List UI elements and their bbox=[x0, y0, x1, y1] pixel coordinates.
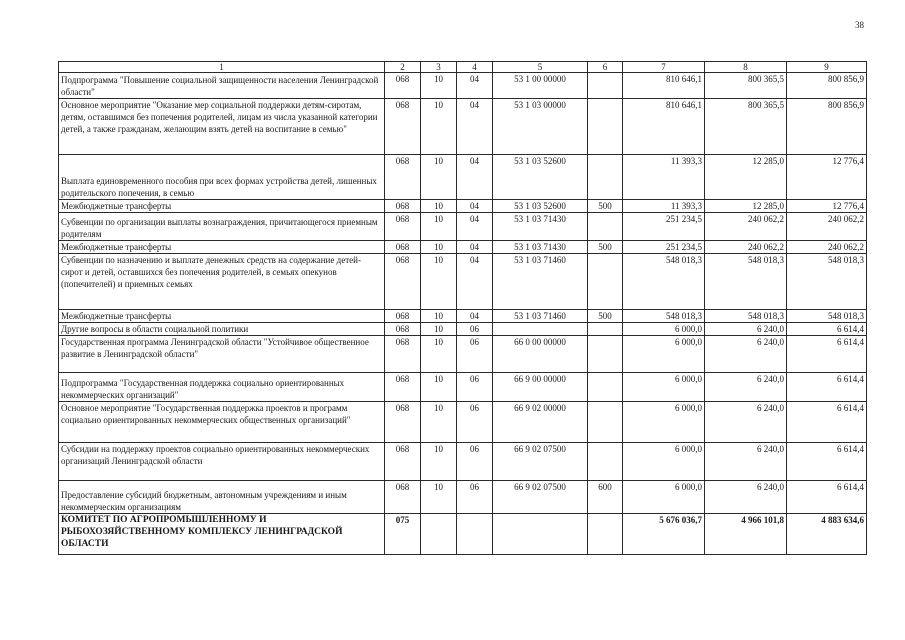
expense-type-code bbox=[588, 402, 623, 443]
amount-year-3: 12 776,4 bbox=[787, 200, 867, 213]
section-code bbox=[421, 514, 457, 555]
amount-year-1: 6 000,0 bbox=[623, 323, 705, 336]
amount-year-1: 6 000,0 bbox=[623, 373, 705, 402]
amount-year-2: 6 240,0 bbox=[705, 402, 787, 443]
row-name: Другие вопросы в области социальной политики bbox=[59, 323, 385, 336]
table-row bbox=[59, 323, 867, 336]
table-row bbox=[59, 254, 867, 310]
column-header: 1 bbox=[59, 62, 385, 73]
column-header: 2 bbox=[385, 62, 421, 73]
section-code: 10 bbox=[421, 373, 457, 402]
amount-year-2: 240 062,2 bbox=[705, 213, 787, 241]
amount-year-1: 251 234,5 bbox=[623, 241, 705, 254]
amount-year-3: 12 776,4 bbox=[787, 155, 867, 200]
column-header: 3 bbox=[421, 62, 457, 73]
expense-type-code: 500 bbox=[588, 310, 623, 323]
subsection-code: 04 bbox=[457, 200, 493, 213]
subsection-code: 06 bbox=[457, 373, 493, 402]
subsection-code: 06 bbox=[457, 481, 493, 514]
subsection-code: 04 bbox=[457, 241, 493, 254]
expense-type-code bbox=[588, 373, 623, 402]
admin-code: 068 bbox=[385, 310, 421, 323]
expense-type-code bbox=[588, 443, 623, 481]
table-row bbox=[59, 155, 867, 200]
amount-year-3: 6 614,4 bbox=[787, 402, 867, 443]
admin-code: 068 bbox=[385, 99, 421, 155]
admin-code: 075 bbox=[385, 514, 421, 555]
row-name: Основное мероприятие "Оказание мер социальной поддержки детям-сиротам, детям, оставшимся без попечения родителей, лицам из числа указанной категории детей, а также гражданам, желающим взять детей на воспитание в семью" bbox=[59, 99, 385, 155]
row-name: Субсидии на поддержку проектов социально ориентированных некоммерческих организаций Ленинградской области bbox=[59, 443, 385, 481]
target-code: 53 1 03 71460 bbox=[493, 310, 588, 323]
admin-code: 068 bbox=[385, 373, 421, 402]
budget-table bbox=[58, 61, 867, 555]
admin-code: 068 bbox=[385, 336, 421, 373]
amount-year-1: 11 393,3 bbox=[623, 155, 705, 200]
expense-type-code bbox=[588, 155, 623, 200]
subsection-code: 06 bbox=[457, 402, 493, 443]
target-code: 66 9 02 07500 bbox=[493, 443, 588, 481]
admin-code: 068 bbox=[385, 241, 421, 254]
expense-type-code bbox=[588, 254, 623, 310]
target-code: 66 0 00 00000 bbox=[493, 336, 588, 373]
target-code: 53 1 03 52600 bbox=[493, 155, 588, 200]
amount-year-3: 6 614,4 bbox=[787, 373, 867, 402]
admin-code: 068 bbox=[385, 155, 421, 200]
expense-type-code: 600 bbox=[588, 481, 623, 514]
section-code: 10 bbox=[421, 443, 457, 481]
section-code: 10 bbox=[421, 481, 457, 514]
amount-year-3: 800 856,9 bbox=[787, 99, 867, 155]
amount-year-1: 548 018,3 bbox=[623, 310, 705, 323]
subsection-code: 06 bbox=[457, 336, 493, 373]
expense-type-code bbox=[588, 514, 623, 555]
target-code: 66 9 02 00000 bbox=[493, 402, 588, 443]
section-code: 10 bbox=[421, 336, 457, 373]
amount-year-3: 6 614,4 bbox=[787, 336, 867, 373]
amount-year-1: 548 018,3 bbox=[623, 254, 705, 310]
table-row bbox=[59, 514, 867, 555]
amount-year-2: 6 240,0 bbox=[705, 323, 787, 336]
amount-year-2: 4 966 101,8 bbox=[705, 514, 787, 555]
section-code: 10 bbox=[421, 310, 457, 323]
column-header: 4 bbox=[457, 62, 493, 73]
amount-year-1: 810 646,1 bbox=[623, 99, 705, 155]
row-name: Межбюджетные трансферты bbox=[59, 200, 385, 213]
admin-code: 068 bbox=[385, 443, 421, 481]
table-row bbox=[59, 99, 867, 155]
amount-year-2: 6 240,0 bbox=[705, 481, 787, 514]
amount-year-2: 800 365,5 bbox=[705, 99, 787, 155]
row-name: Предоставление субсидий бюджетным, автономным учреждениям и иным некоммерческим организациям bbox=[59, 481, 385, 514]
amount-year-3: 6 614,4 bbox=[787, 443, 867, 481]
amount-year-3: 800 856,9 bbox=[787, 73, 867, 99]
target-code bbox=[493, 323, 588, 336]
amount-year-1: 251 234,5 bbox=[623, 213, 705, 241]
row-name: Государственная программа Ленинградской области "Устойчивое общественное развитие в Ленинградской области" bbox=[59, 336, 385, 373]
subsection-code bbox=[457, 514, 493, 555]
amount-year-2: 6 240,0 bbox=[705, 373, 787, 402]
section-code: 10 bbox=[421, 73, 457, 99]
amount-year-1: 6 000,0 bbox=[623, 336, 705, 373]
expense-type-code bbox=[588, 99, 623, 155]
table-row bbox=[59, 73, 867, 99]
amount-year-2: 240 062,2 bbox=[705, 241, 787, 254]
admin-code: 068 bbox=[385, 213, 421, 241]
row-name: Основное мероприятие "Государственная поддержка проектов и программ социально ориентированных некоммерческих общественных организаций" bbox=[59, 402, 385, 443]
table-row bbox=[59, 443, 867, 481]
table-row bbox=[59, 200, 867, 213]
amount-year-3: 6 614,4 bbox=[787, 323, 867, 336]
page-number: 38 bbox=[855, 20, 864, 30]
section-code: 10 bbox=[421, 200, 457, 213]
target-code: 66 9 00 00000 bbox=[493, 373, 588, 402]
section-code: 10 bbox=[421, 402, 457, 443]
column-header: 6 bbox=[588, 62, 623, 73]
amount-year-1: 5 676 036,7 bbox=[623, 514, 705, 555]
target-code: 53 1 03 00000 bbox=[493, 99, 588, 155]
expense-type-code: 500 bbox=[588, 241, 623, 254]
target-code: 53 1 03 71430 bbox=[493, 241, 588, 254]
row-name: Подпрограмма "Повышение социальной защищенности населения Ленинградской области" bbox=[59, 73, 385, 99]
amount-year-3: 240 062,2 bbox=[787, 213, 867, 241]
column-number-row bbox=[59, 62, 867, 73]
amount-year-2: 548 018,3 bbox=[705, 254, 787, 310]
admin-code: 068 bbox=[385, 254, 421, 310]
amount-year-1: 6 000,0 bbox=[623, 481, 705, 514]
table-row bbox=[59, 213, 867, 241]
table-row bbox=[59, 241, 867, 254]
subsection-code: 04 bbox=[457, 155, 493, 200]
admin-code: 068 bbox=[385, 481, 421, 514]
admin-code: 068 bbox=[385, 73, 421, 99]
column-header: 8 bbox=[705, 62, 787, 73]
section-code: 10 bbox=[421, 241, 457, 254]
admin-code: 068 bbox=[385, 323, 421, 336]
amount-year-1: 6 000,0 bbox=[623, 402, 705, 443]
subsection-code: 04 bbox=[457, 213, 493, 241]
column-header: 9 bbox=[787, 62, 867, 73]
amount-year-2: 6 240,0 bbox=[705, 336, 787, 373]
row-name: КОМИТЕТ ПО АГРОПРОМЫШЛЕННОМУ И РЫБОХОЗЯЙСТВЕННОМУ КОМПЛЕКСУ ЛЕНИНГРАДСКОЙ ОБЛАСТИ bbox=[59, 514, 385, 555]
expense-type-code bbox=[588, 73, 623, 99]
section-code: 10 bbox=[421, 323, 457, 336]
amount-year-2: 6 240,0 bbox=[705, 443, 787, 481]
subsection-code: 04 bbox=[457, 99, 493, 155]
admin-code: 068 bbox=[385, 200, 421, 213]
amount-year-2: 12 285,0 bbox=[705, 200, 787, 213]
admin-code: 068 bbox=[385, 402, 421, 443]
subsection-code: 04 bbox=[457, 73, 493, 99]
table-row bbox=[59, 402, 867, 443]
amount-year-3: 240 062,2 bbox=[787, 241, 867, 254]
amount-year-1: 810 646,1 bbox=[623, 73, 705, 99]
target-code: 53 1 03 71430 bbox=[493, 213, 588, 241]
target-code: 53 1 00 00000 bbox=[493, 73, 588, 99]
table-row bbox=[59, 336, 867, 373]
amount-year-3: 6 614,4 bbox=[787, 481, 867, 514]
column-header: 7 bbox=[623, 62, 705, 73]
row-name: Межбюджетные трансферты bbox=[59, 310, 385, 323]
row-name: Выплата единовременного пособия при всех формах устройства детей, лишенных родительского попечения, в семью bbox=[59, 155, 385, 200]
subsection-code: 04 bbox=[457, 254, 493, 310]
column-header: 5 bbox=[493, 62, 588, 73]
target-code: 66 9 02 07500 bbox=[493, 481, 588, 514]
table-row bbox=[59, 310, 867, 323]
amount-year-2: 548 018,3 bbox=[705, 310, 787, 323]
amount-year-3: 4 883 634,6 bbox=[787, 514, 867, 555]
section-code: 10 bbox=[421, 99, 457, 155]
table-row bbox=[59, 481, 867, 514]
amount-year-3: 548 018,3 bbox=[787, 310, 867, 323]
row-name: Субвенции по назначению и выплате денежных средств на содержание детей-сирот и детей, оставшихся без попечения родителей, в семьях опекунов (попечителей) и приемных семьях bbox=[59, 254, 385, 310]
row-name: Межбюджетные трансферты bbox=[59, 241, 385, 254]
expense-type-code: 500 bbox=[588, 200, 623, 213]
subsection-code: 06 bbox=[457, 443, 493, 481]
amount-year-3: 548 018,3 bbox=[787, 254, 867, 310]
row-name: Субвенции по организации выплаты вознаграждения, причитающегося приемным родителям bbox=[59, 213, 385, 241]
section-code: 10 bbox=[421, 155, 457, 200]
expense-type-code bbox=[588, 336, 623, 373]
amount-year-1: 11 393,3 bbox=[623, 200, 705, 213]
target-code: 53 1 03 71460 bbox=[493, 254, 588, 310]
amount-year-1: 6 000,0 bbox=[623, 443, 705, 481]
row-name: Подпрограмма "Государственная поддержка социально ориентированных некоммерческих организаций" bbox=[59, 373, 385, 402]
target-code: 53 1 03 52600 bbox=[493, 200, 588, 213]
expense-type-code bbox=[588, 213, 623, 241]
section-code: 10 bbox=[421, 213, 457, 241]
subsection-code: 06 bbox=[457, 323, 493, 336]
amount-year-2: 12 285,0 bbox=[705, 155, 787, 200]
subsection-code: 04 bbox=[457, 310, 493, 323]
amount-year-2: 800 365,5 bbox=[705, 73, 787, 99]
table-row bbox=[59, 373, 867, 402]
section-code: 10 bbox=[421, 254, 457, 310]
expense-type-code bbox=[588, 323, 623, 336]
target-code bbox=[493, 514, 588, 555]
